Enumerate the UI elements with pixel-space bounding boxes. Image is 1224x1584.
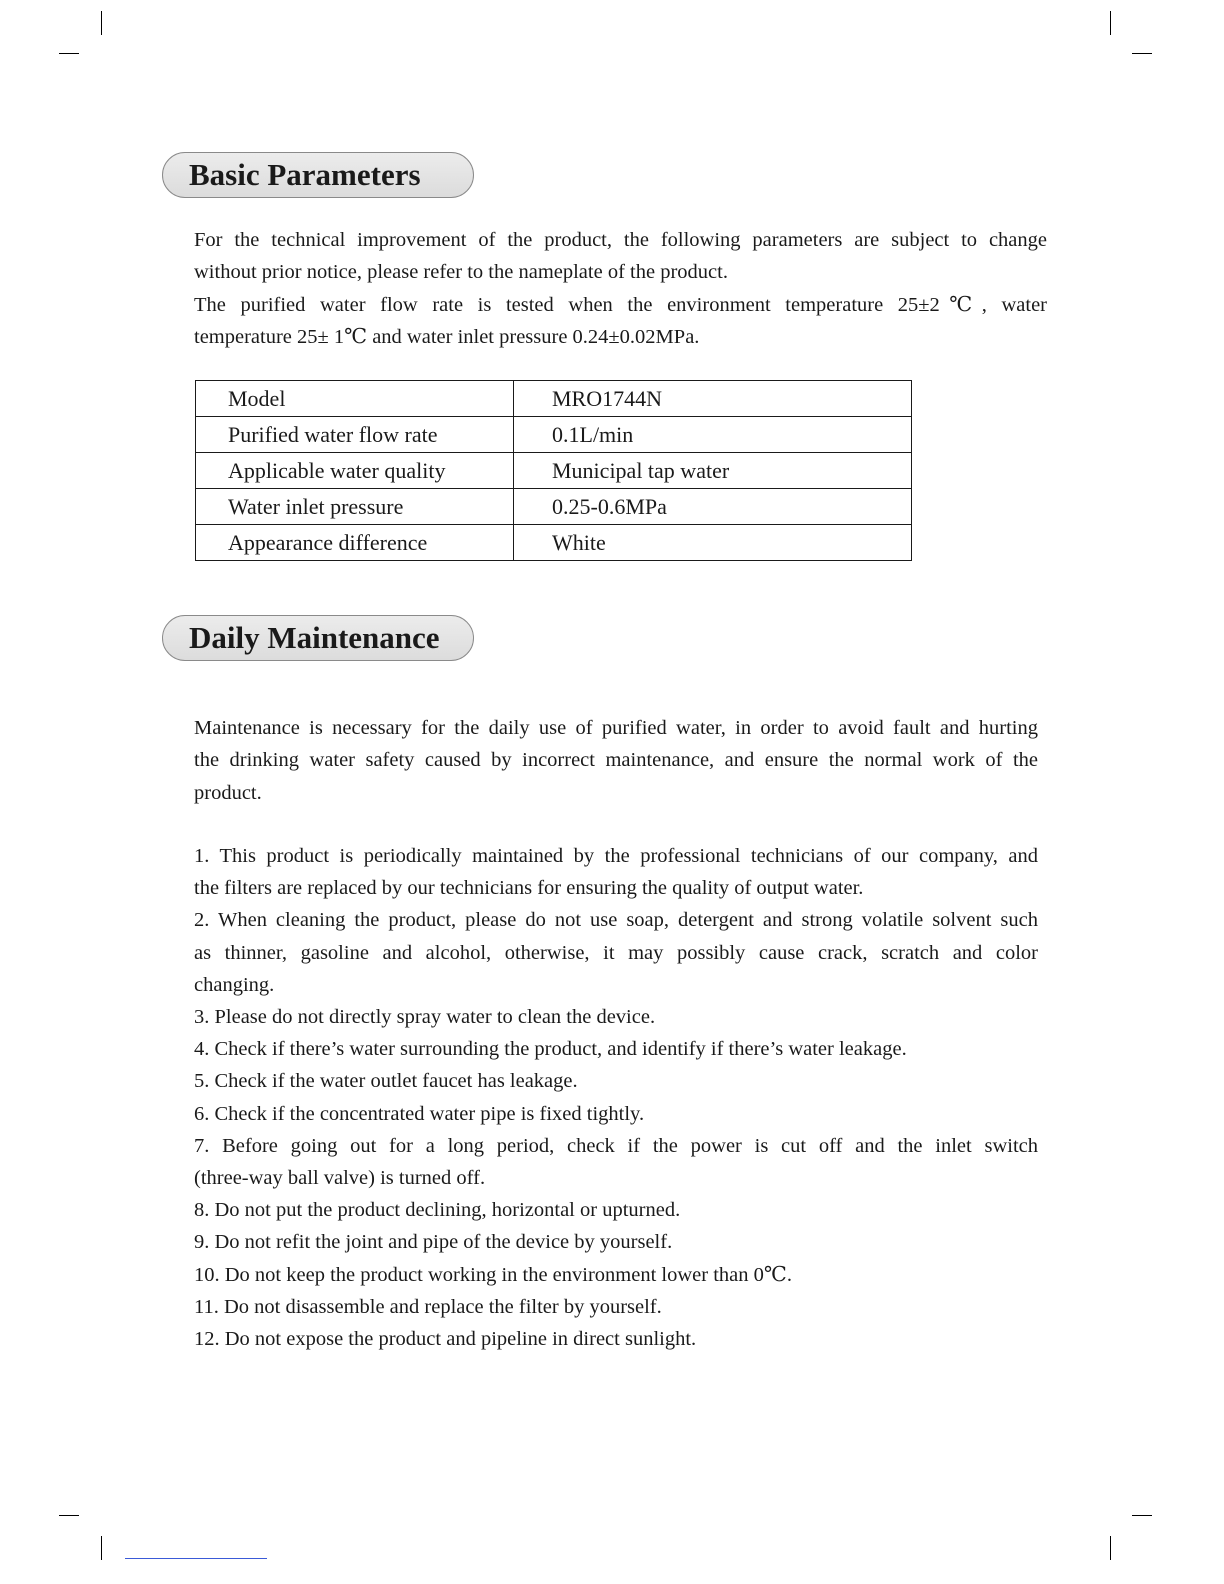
table-row bbox=[196, 453, 912, 489]
crop-mark bbox=[59, 1515, 79, 1516]
table-row bbox=[196, 489, 912, 525]
list-item-line: the filters are replaced by our technicians for ensuring the quality of output water. bbox=[194, 877, 864, 900]
table-row bbox=[196, 381, 912, 417]
list-item bbox=[194, 1291, 1038, 1323]
intro-line: temperature 25± 1℃ and water inlet pressure 0.24±0.02MPa. bbox=[194, 326, 700, 349]
list-item-line: 10. Do not keep the product working in the environment lower than 0℃. bbox=[194, 1263, 792, 1286]
param-label: Model bbox=[196, 381, 514, 417]
list-item bbox=[194, 1098, 1038, 1130]
list-item bbox=[194, 904, 1038, 1001]
list-item-line: (three-way ball valve) is turned off. bbox=[194, 1167, 486, 1190]
list-item-line: 12. Do not expose the product and pipeline in direct sunlight. bbox=[194, 1328, 697, 1351]
bottom-underline bbox=[125, 1558, 267, 1559]
list-item bbox=[194, 1001, 1038, 1033]
param-label: Appearance difference bbox=[196, 525, 514, 561]
list-item-line: 6. Check if the concentrated water pipe is fixed tightly. bbox=[194, 1102, 645, 1125]
basic-parameters-intro bbox=[194, 224, 1047, 354]
param-label: Applicable water quality bbox=[196, 453, 514, 489]
intro-line: product. bbox=[194, 781, 262, 804]
list-item-line: 4. Check if there’s water surrounding the product, and identify if there’s water leakage. bbox=[194, 1038, 907, 1061]
list-item-line: 5. Check if the water outlet faucet has leakage. bbox=[194, 1070, 578, 1093]
list-item bbox=[194, 1033, 1038, 1065]
list-item bbox=[194, 1130, 1038, 1194]
crop-mark bbox=[1110, 11, 1111, 35]
crop-mark bbox=[101, 11, 102, 35]
param-value: MRO1744N bbox=[514, 381, 912, 417]
table-row bbox=[196, 417, 912, 453]
list-item-line: 8. Do not put the product declining, horizontal or upturned. bbox=[194, 1199, 681, 1222]
parameters-table bbox=[195, 380, 912, 561]
list-item-line: 7. Before going out for a long period, check if the power is cut off and the inlet switch bbox=[194, 1134, 1038, 1157]
intro-line: the drinking water safety caused by incorrect maintenance, and ensure the normal work of the bbox=[194, 749, 1038, 772]
list-item-line: changing. bbox=[194, 973, 275, 996]
list-item bbox=[194, 840, 1038, 904]
list-item-line: 1. This product is periodically maintained by the professional technicians of our company, and bbox=[194, 845, 1038, 867]
list-item-line: as thinner, gasoline and alcohol, otherwise, it may possibly cause crack, scratch and color bbox=[194, 941, 1038, 964]
crop-mark bbox=[101, 1536, 102, 1560]
section-heading-basic-parameters bbox=[162, 152, 474, 198]
intro-line: For the technical improvement of the product, the following parameters are subject to change bbox=[194, 229, 1047, 251]
param-value: White bbox=[514, 525, 912, 561]
list-item-line: 11. Do not disassemble and replace the filter by yourself. bbox=[194, 1295, 662, 1318]
crop-mark bbox=[1132, 53, 1152, 54]
list-item bbox=[194, 1194, 1038, 1226]
list-item-line: 2. When cleaning the product, please do not use soap, detergent and strong volatile solvent such bbox=[194, 909, 1038, 932]
section-heading-text: Basic Parameters bbox=[189, 157, 421, 192]
list-item-line: 3. Please do not directly spray water to clean the device. bbox=[194, 1006, 656, 1029]
list-item-line: 9. Do not refit the joint and pipe of the device by yourself. bbox=[194, 1231, 673, 1254]
param-label: Water inlet pressure bbox=[196, 489, 514, 525]
list-item bbox=[194, 1323, 1038, 1355]
crop-mark bbox=[1132, 1515, 1152, 1516]
param-value: Municipal tap water bbox=[514, 453, 912, 489]
intro-line: The purified water flow rate is tested when the environment temperature 25±2℃, water bbox=[194, 293, 1047, 316]
table-row bbox=[196, 525, 912, 561]
maintenance-list bbox=[194, 840, 1038, 1355]
param-value: 0.1L/min bbox=[514, 417, 912, 453]
list-item bbox=[194, 1259, 1038, 1291]
daily-maintenance-intro bbox=[194, 712, 1038, 809]
section-heading-text: Daily Maintenance bbox=[189, 620, 440, 655]
param-value: 0.25-0.6MPa bbox=[514, 489, 912, 525]
intro-line: without prior notice, please refer to the nameplate of the product. bbox=[194, 261, 728, 284]
param-label: Purified water flow rate bbox=[196, 417, 514, 453]
crop-mark bbox=[59, 53, 79, 54]
section-heading-daily-maintenance bbox=[162, 615, 474, 661]
list-item bbox=[194, 1226, 1038, 1258]
intro-line: Maintenance is necessary for the daily use of purified water, in order to avoid fault and hurting bbox=[194, 717, 1038, 739]
list-item bbox=[194, 1065, 1038, 1097]
crop-mark bbox=[1110, 1536, 1111, 1560]
